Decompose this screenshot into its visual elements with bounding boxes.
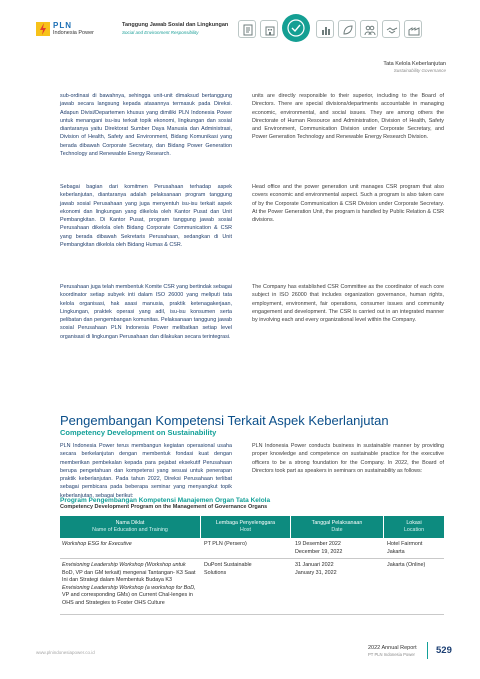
building-icon[interactable] <box>260 20 278 38</box>
paragraph-id-2: Sebagai bagian dari komitmen Perusahaan terhadap aspek keberlanjutan, diantaranya adalah pelaksanaan program tanggung jawab sosial Perusahaan yang juga menyentuh isu-isu terkait aspek ekonomi dan lingkungan yang dikelola oleh Kantor Pusat dan Unit Pembangkitan. Di Kantor Pusat, program tanggung jawab sosial Perusahaan dikelola oleh Bidang Corporate Communication & CSR yang berada dibawah Sekretaris Perusahaan, sedangkan di Unit Pembangkitan dikelola oleh Bidang Humas & CSR. <box>60 184 232 248</box>
header-cell-name: Nama Diklat Name of Education and Training <box>92 520 168 533</box>
paragraph-en-3: The Company has established CSR Committee as the coordinator of each core subject in ISO 26000 that includes organization governance, human rights, employment, environment, fair operations, consumer issues and community engagement and development. The CSR is carried out in an integrated manner by involving each and every organizational level within the Company. <box>252 284 444 323</box>
table-header <box>60 516 444 538</box>
handshake-icon[interactable] <box>382 20 400 38</box>
cell-name: Envisioning Leadership Workshop (Workshop untuk BoD, VP dan GM terkait) mengenai Tantangan- K3 Saat Ini dan Strategi dalam Membentuk Budaya K3 Envisioning Leadership Workshop (a workshop for BoD, VP and corresponding GMs) on Current Chal-lenges in OHS and Strategies to Foster OHS Culture <box>62 562 196 606</box>
factory-icon[interactable] <box>404 20 422 38</box>
chapter-subtitle: Social and Environment Responsibility <box>122 30 199 35</box>
footer-report-title: 2022 Annual Report <box>368 645 417 651</box>
table-row <box>60 538 444 559</box>
competency-body-en: PLN Indonesia Power conducts business in sustainable manner by providing proper knowledge and competence on sustainable practice for the executive officers to be a strong foundation for the Company. In 2022, the Board of Directors took part as speakers in seminars on sustainability as follows: <box>252 443 444 474</box>
table-row <box>60 559 444 615</box>
table-title: Program Pengembangan Kompetensi Manajemen Organ Tata Kelola <box>60 497 271 504</box>
chapter-title: Tanggung Jawab Sosial dan Lingkungan <box>122 22 229 28</box>
section-subtitle: Sustainability Governance <box>393 68 446 73</box>
logo-subtext: Indonesia Power <box>53 30 94 36</box>
document-icon[interactable] <box>238 20 256 38</box>
active-section-icon[interactable] <box>282 14 310 42</box>
paragraph-en-1: units are directly responsible to their superior, including to the Board of Directors. There are special divisions/departments accountable in managing economic, environmental, and social issues. They are among others the Directorate of Human Resource and Administration, Division of Health, Safety and Environment, Communication Division under Corporate Secretary, and Power Generation Technology and Renewable Energy Research Division. <box>252 93 444 141</box>
header-cell-host: Lembaga Penyelenggara Host <box>215 520 276 533</box>
section-title: Tata Kelola Keberlanjutan <box>383 61 446 67</box>
logo-text: PLN <box>53 21 72 30</box>
cell-date: 19 Desember 2022 December 19, 2022 <box>295 541 343 555</box>
header-cell-date: Tanggal Pelaksanaan Date <box>311 520 363 533</box>
footer-url[interactable]: www.plnindonesiapower.co.id <box>36 650 95 655</box>
table-subtitle: Competency Development Program on the Management of Governance Organs <box>60 504 268 510</box>
cell-host: PT PLN (Persero) <box>204 541 247 547</box>
paragraph-en-2: Head office and the power generation unit manages CSR program that also covers economic and environmental aspect. Such a program is also taken care of by the Corporate Communication & CSR Division under Corporate Secretary. At the Power Generation Unit, the program is handled by Public Relation & CSR divisions. <box>252 184 444 223</box>
header-cell-location: Lokasi Location <box>403 520 425 533</box>
people-icon[interactable] <box>360 20 378 38</box>
cell-name: Workshop ESG for Executive <box>62 541 132 547</box>
footer-company: PT PLN Indonesia Power <box>368 652 415 657</box>
competency-body-id: PLN Indonesia Power terus membangun kegiatan operasional usaha secara berkelanjutan dengan membentuk fondasi kuat dengan memberikan pembekalan kepada para pejabat eksekutif Perusahaan berupa pengetahuan dan kompetensi yang sesuai untuk penerapan praktik keberlanjutan. Pada tahun 2022, Direksi Perusahaan terlibat sebagai pembicara pada beberapa seminar yang menyangkut topik keberlanjutan, sebagai berikut: <box>60 443 232 499</box>
cell-host: DuPont Sustainable Solutions <box>204 562 252 576</box>
cell-date: 31 Januari 2022 January 31, 2022 <box>295 562 337 576</box>
paragraph-id-3: Perusahaan juga telah membentuk Komite CSR yang bertindak sebagai koordinator setiap subyek inti dalam ISO 26000 yang meliputi tata kelola organisasi, hak asasi manusia, praktik ketenagakerjaan, Lingkungan, praktek operasi yang adil, isu-isu konsumen serta pelibatan dan pengembangan komunitas. Pelaksanaan tanggung jawab sosial Perusahaan PLN Indonesia Power melibatkan setiap level organisasi di lingkungan Perusahaan dan dilakukan secara terintegrasi. <box>60 284 233 340</box>
paragraph-id-1: sub-ordinasi di bawahnya, sehingga unit-unit dimaksud bertanggung jawab secara langsung kepada atasannya termasuk pada Direksi. Adapun Divisi/Departemen khusus yang dimiliki PLN Indonesia Power untuk menangani isu-isu terkait topik ekonomi, lingkungan dan sosial diantaranya yaitu Direktorat Sumber Daya Manusia dan Administrasi, Division of Health, Safety and Environment, Bidang Komunikasi yang berada dibawah Corporate Secretary, dan Bidang Power Generation Technology and Renewable Energy Research. <box>60 93 232 157</box>
lightning-icon <box>40 23 46 35</box>
page-number: 529 <box>436 645 452 656</box>
chart-icon[interactable] <box>316 20 334 38</box>
footer-divider <box>427 642 428 659</box>
cell-location: Jakarta (Online) <box>387 562 426 568</box>
section-subheading: Competency Development on Sustainability <box>60 428 217 437</box>
leaf-icon[interactable] <box>338 20 356 38</box>
cell-location: Hotel Fairmont Jakarta <box>387 541 423 555</box>
section-heading: Pengembangan Kompetensi Terkait Aspek Keberlanjutan <box>60 413 389 428</box>
